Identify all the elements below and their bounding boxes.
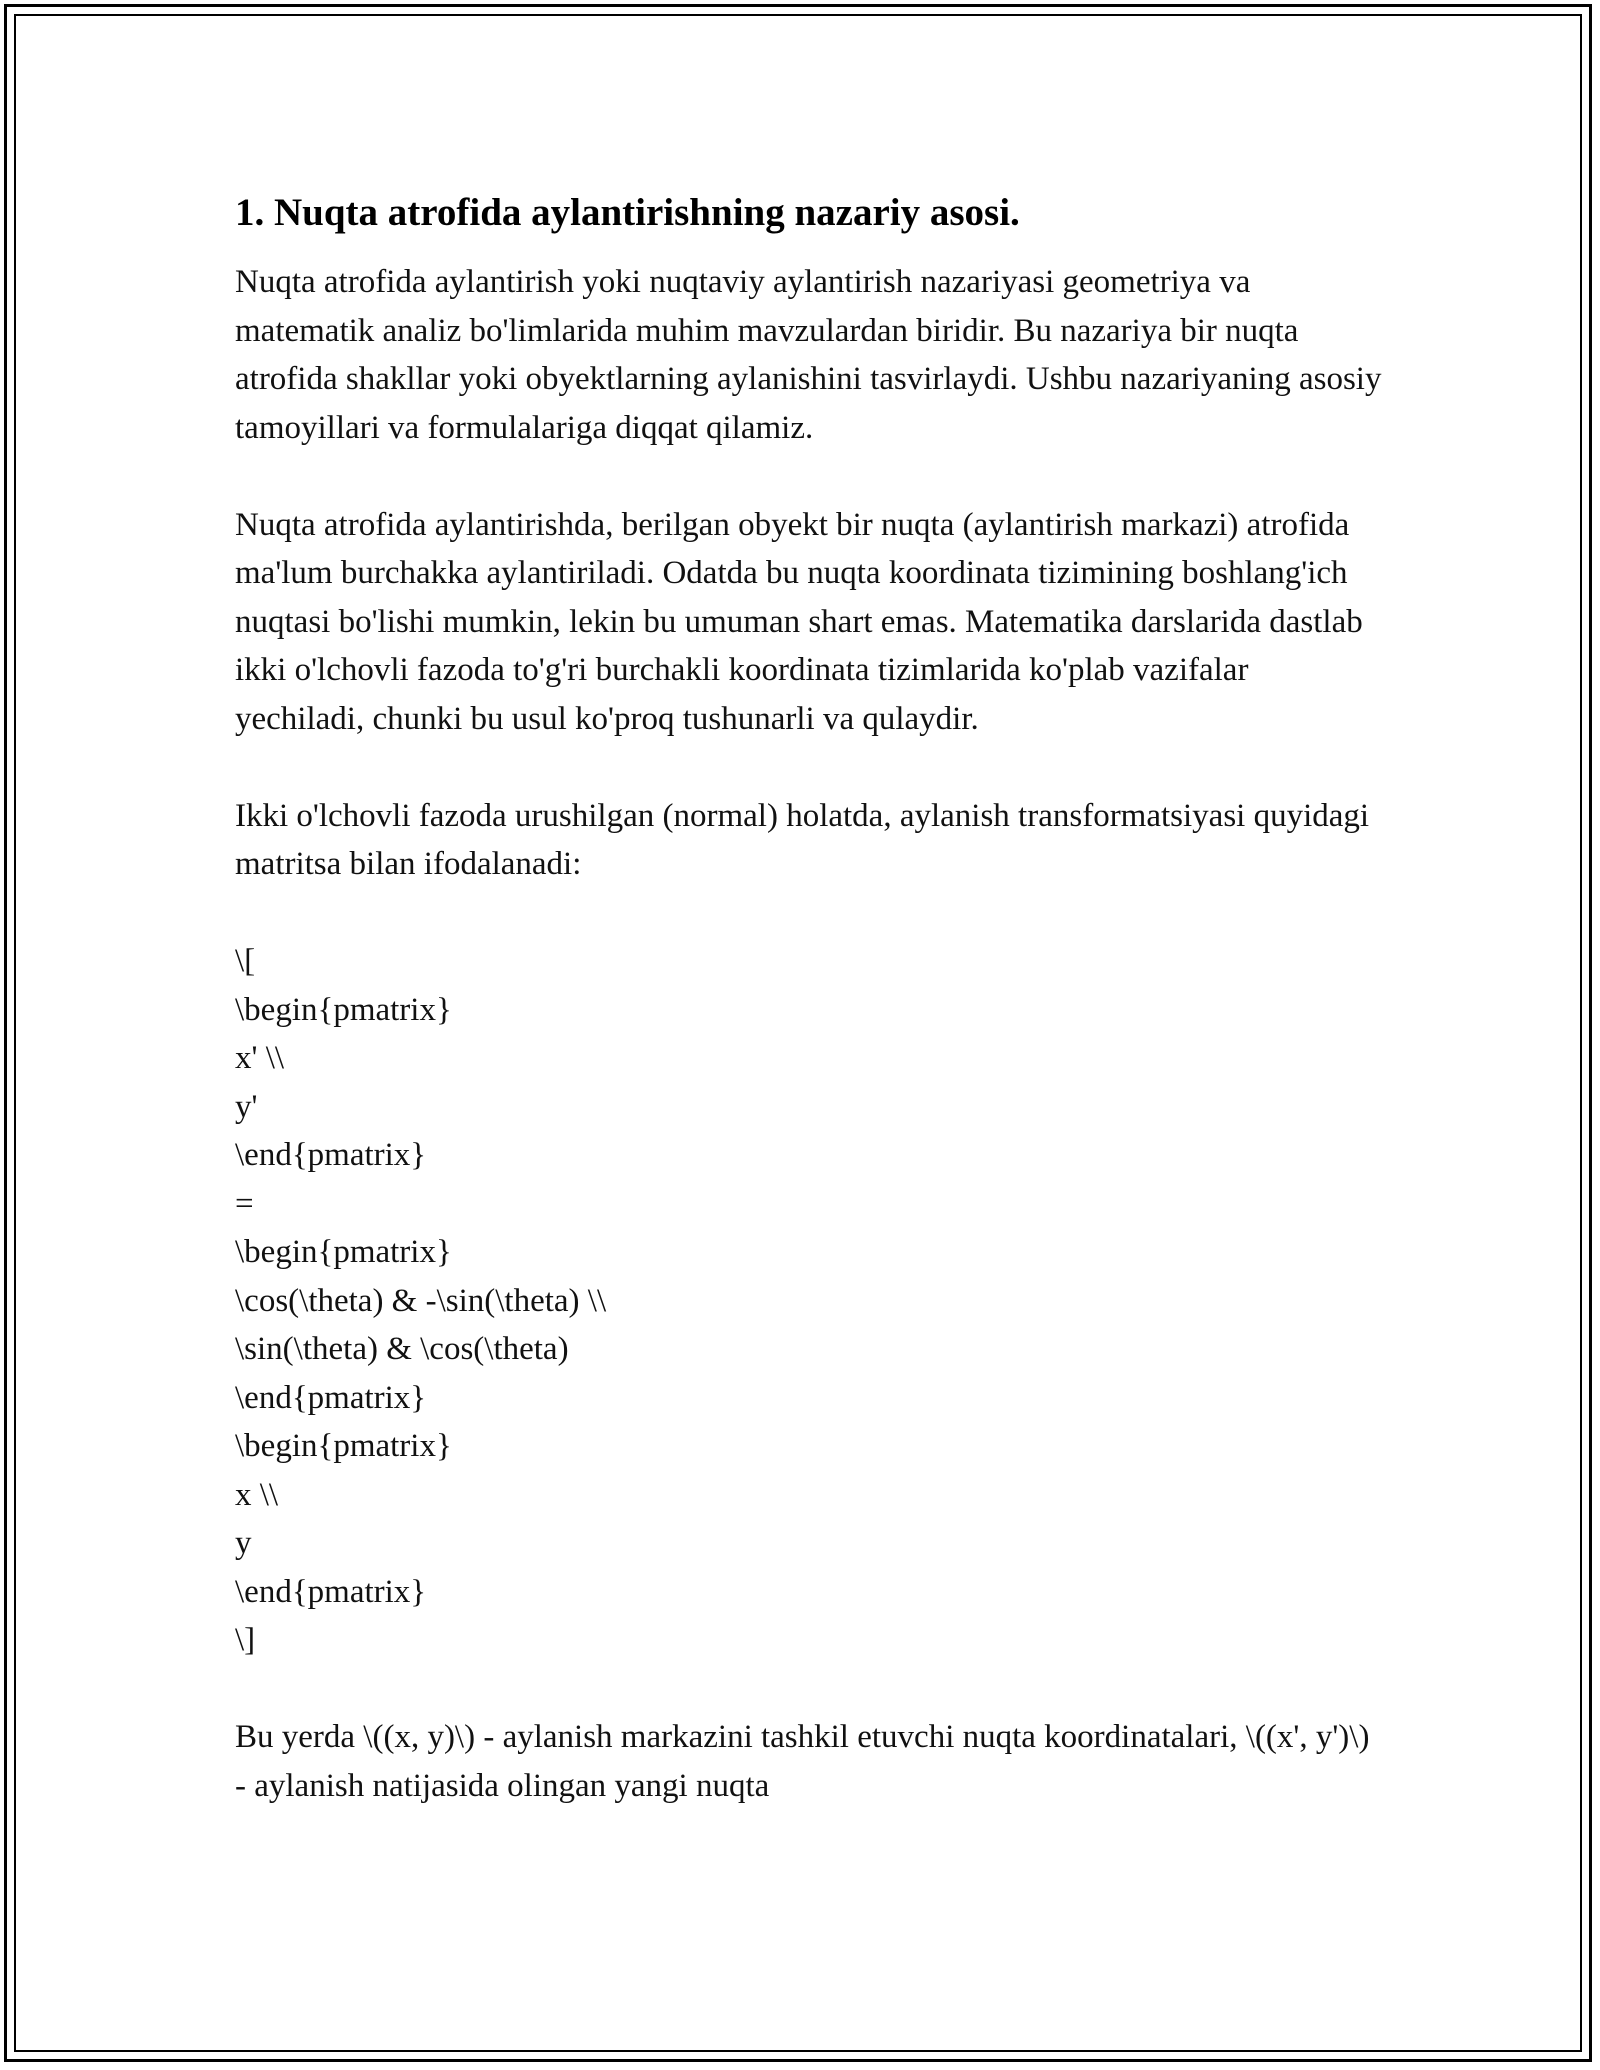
formula-line: \end{pmatrix} [235,1379,427,1416]
paragraph-closing: Bu yerda \((x, y)\) - aylanish markazini tashkil etuvchi nuqta koordinatalari, \((x', y')\) - aylanish natijasida olingan yangi nuqta [235,1719,1378,1804]
section-heading: 1. Nuqta atrofida aylantirishning nazariy asosi. [235,191,1020,234]
paragraph-gap [235,889,1385,938]
formula-line: \begin{pmatrix} [235,991,452,1028]
paragraph-intro: Nuqta atrofida aylantirish yoki nuqtaviy aylantirish nazariyasi geometriya va matematik analiz bo'limlarida muhim mavzulardan biridir. Bu nazariya bir nuqta atrofida shakllar yoki obyektlarning aylanishini tasvirlaydi. Ushbu nazariyaning asosiy tamoyillari va formulalariga diqqat qilamiz. [235,264,1390,446]
paragraph-gap [235,452,1385,501]
paragraph-gap [235,743,1385,792]
formula-line: x \\ [235,1476,279,1513]
document-body [235,188,1390,1810]
paragraph-rotation-center: Nuqta atrofida aylantirishda, berilgan obyekt bir nuqta (aylantirish markazi) atrofida ma'lum burchakka aylantiriladi. Odatda bu nuqta koordinata tizimining boshlang'ich nuqtasi bo'lishi mumkin, lekin bu umuman shart emas. Matematika darslarida dastlab ikki o'lchovli fazoda to'g'ri burchakli koordinata tizimlarida ko'plab vazifalar yechiladi, chunki bu usul ko'proq tushunarli va qulaydir. [235,506,1371,737]
formula-line: = [235,1185,254,1222]
formula-line: \] [235,1622,256,1658]
formula-line: x' \\ [235,1040,285,1076]
formula-line: \cos(\theta) & -\sin(\theta) \\ [235,1282,607,1319]
paragraph-matrix-intro: Ikki o'lchovli fazoda urushilgan (normal) holatda, aylanish transformatsiyasi quyidagi matritsa bilan ifodalanadi: [235,797,1378,882]
formula-line: \begin{pmatrix} [235,1234,452,1270]
formula-line: y [235,1525,252,1561]
formula-line: \end{pmatrix} [235,1137,427,1173]
rotation-formula [235,937,1385,1665]
formula-line: \sin(\theta) & \cos(\theta) [235,1331,569,1367]
formula-line: \begin{pmatrix} [235,1428,452,1464]
formula-line: y' [235,1088,258,1125]
paragraph-gap [235,1665,1385,1714]
formula-line: \end{pmatrix} [235,1573,427,1610]
formula-line: \[ [235,943,256,979]
